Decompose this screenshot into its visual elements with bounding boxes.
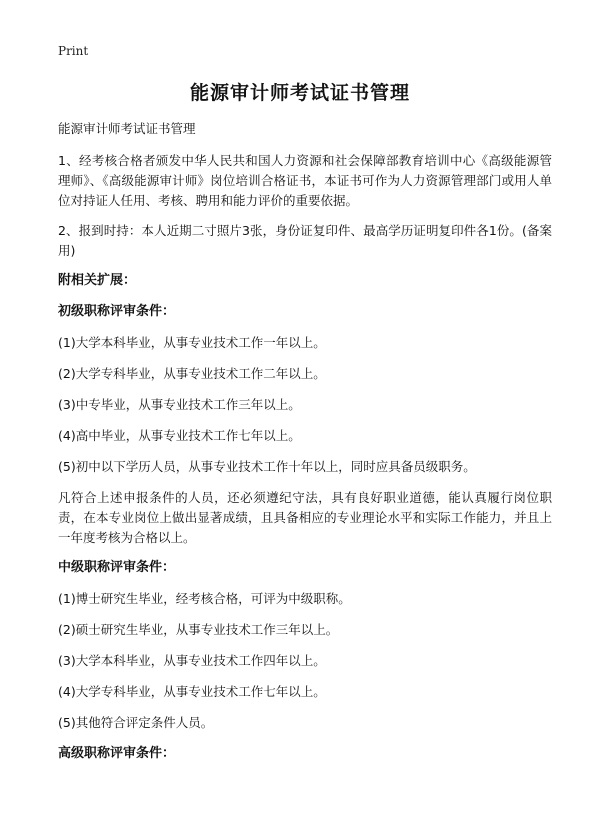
paragraph-registration: 2、报到时持：本人近期二寸照片3张，身份证复印件、最高学历证明复印件各1份。(备案用)	[58, 223, 552, 258]
print-label: Print	[58, 44, 89, 58]
paragraph-certificate: 1、经考核合格者颁发中华人民共和国人力资源和社会保障部教育培训中心《高级能源管理师》、《高级能源审计师》岗位培训合格证书，本证书可作为人力资源管理部门或用人单位对持证人任用、考核、聘用和能力评价的重要依据。	[58, 153, 552, 208]
intermediate-heading: 中级职称评审条件：	[58, 560, 176, 575]
senior-heading: 高级职称评审条件：	[58, 746, 176, 761]
list-item: (4)大学专科毕业，从事专业技术工作七年以上。	[58, 684, 326, 699]
list-item: (1)大学本科毕业，从事专业技术工作一年以上。	[58, 335, 326, 350]
list-item: (5)初中以下学历人员，从事专业技术工作十年以上，同时应具备员级职务。	[58, 459, 476, 474]
list-item: (4)高中毕业，从事专业技术工作七年以上。	[58, 428, 301, 443]
junior-heading: 初级职称评审条件：	[58, 304, 176, 319]
document-body	[58, 119, 552, 775]
list-item: (2)硕士研究生毕业，从事专业技术工作三年以上。	[58, 622, 339, 637]
junior-note: 凡符合上述申报条件的人员，还必须遵纪守法，具有良好职业道德，能认真履行岗位职责，在本专业岗位上做出显著成绩，且具备相应的专业理论水平和实际工作能力，并且上一年度考核为合格以上。	[58, 490, 552, 545]
list-item: (3)中专毕业，从事专业技术工作三年以上。	[58, 397, 301, 412]
list-item: (3)大学本科毕业，从事专业技术工作四年以上。	[58, 653, 326, 668]
extension-heading: 附相关扩展：	[58, 273, 137, 288]
list-item: (1)博士研究生毕业，经考核合格，可评为中级职称。	[58, 591, 351, 606]
list-item: (2)大学专科毕业，从事专业技术工作二年以上。	[58, 366, 326, 381]
page-title: 能源审计师考试证书管理	[189, 82, 410, 104]
list-item: (5)其他符合评定条件人员。	[58, 715, 214, 730]
document-subtitle: 能源审计师考试证书管理	[58, 121, 196, 136]
